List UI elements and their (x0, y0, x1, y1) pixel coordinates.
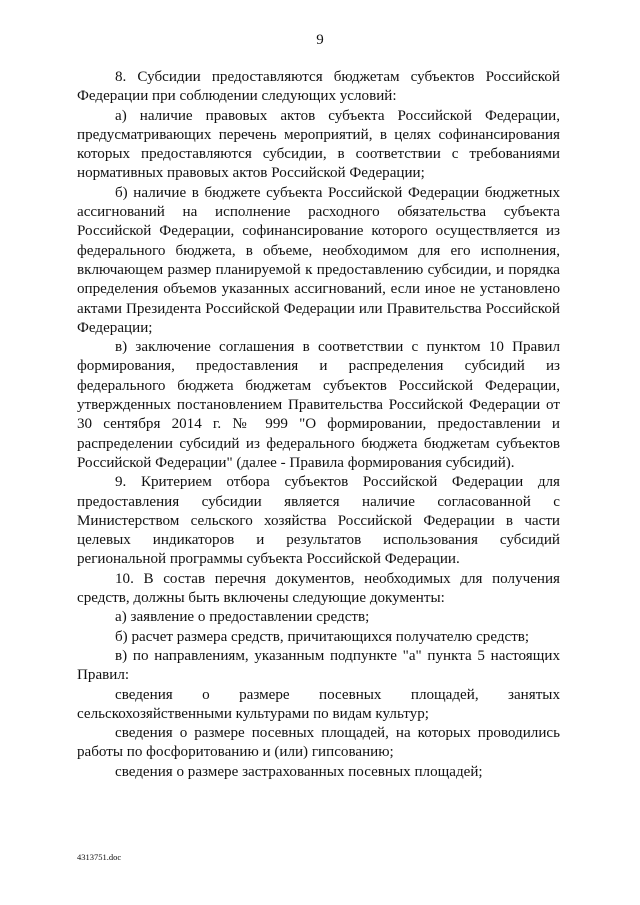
page-number: 9 (316, 32, 324, 48)
document-body (77, 68, 560, 782)
paragraph-phosphorite: сведения о размере посевных площадей, на которых проводились работы по фосфоритованию и (или) гипсованию; (77, 725, 560, 761)
paragraph-insured-area: сведения о размере застрахованных посевных площадей; (115, 763, 483, 780)
paragraph-8a: а) наличие правовых актов субъекта Российской Федерации, предусматривающих перечень мероприятий, в целях софинансирования которых предоставляются субсидии, в соответствии с требованиями нормативных правовых актов Российской Федерации; (77, 107, 560, 182)
paragraph-10b: б) расчет размера средств, причитающихся получателю средств; (115, 628, 530, 645)
paragraph-10a: а) заявление о предоставлении средств; (115, 609, 370, 626)
document-filename: 4313751.doc (77, 852, 122, 862)
paragraph-8: 8. Субсидии предоставляются бюджетам субъектов Российской Федерации при соблюдении следующих условий: (77, 69, 560, 105)
paragraph-sown-area: сведения о размере посевных площадей, занятых сельскохозяйственными культурами по видам культур; (77, 686, 560, 722)
paragraph-9: 9. Критерием отбора субъектов Российской Федерации для предоставления субсидии является наличие согласованной с Министерством сельского хозяйства Российской Федерации в части целевых индикаторов и результатов использования субсидий региональной программы субъекта Российской Федерации. (77, 474, 560, 568)
paragraph-8b: б) наличие в бюджете субъекта Российской Федерации бюджетных ассигнований на исполнение расходного обязательства субъекта Российской Федерации, софинансирование которого осуществляется из федерального бюджета, в объеме, необходимом для его исполнения, включающем размер планируемой к предоставлению субсидии, и порядка определения объемов указанных ассигнований, если иное не установлено актами Президента Российской Федерации или Правительства Российской Федерации; (77, 184, 560, 336)
paragraph-8v: в) заключение соглашения в соответствии с пунктом 10 Правил формирования, предоставления и распределения субсидий из федерального бюджета бюджетам субъектов Российской Федерации, утвержденных постановлением Правительства Российской Федерации от 30 сентября 2014 г. № 999 "О формировании, предоставлении и распределении субсидий из федерального бюджета бюджетам субъектов Российской Федерации" (далее - Правила формирования субсидий). (77, 339, 560, 471)
paragraph-10v: в) по направлениям, указанным подпункте "а" пункта 5 настоящих Правил: (77, 647, 560, 684)
paragraph-10: 10. В состав перечня документов, необходимых для получения средств, должны быть включены следующие документы: (77, 570, 560, 607)
